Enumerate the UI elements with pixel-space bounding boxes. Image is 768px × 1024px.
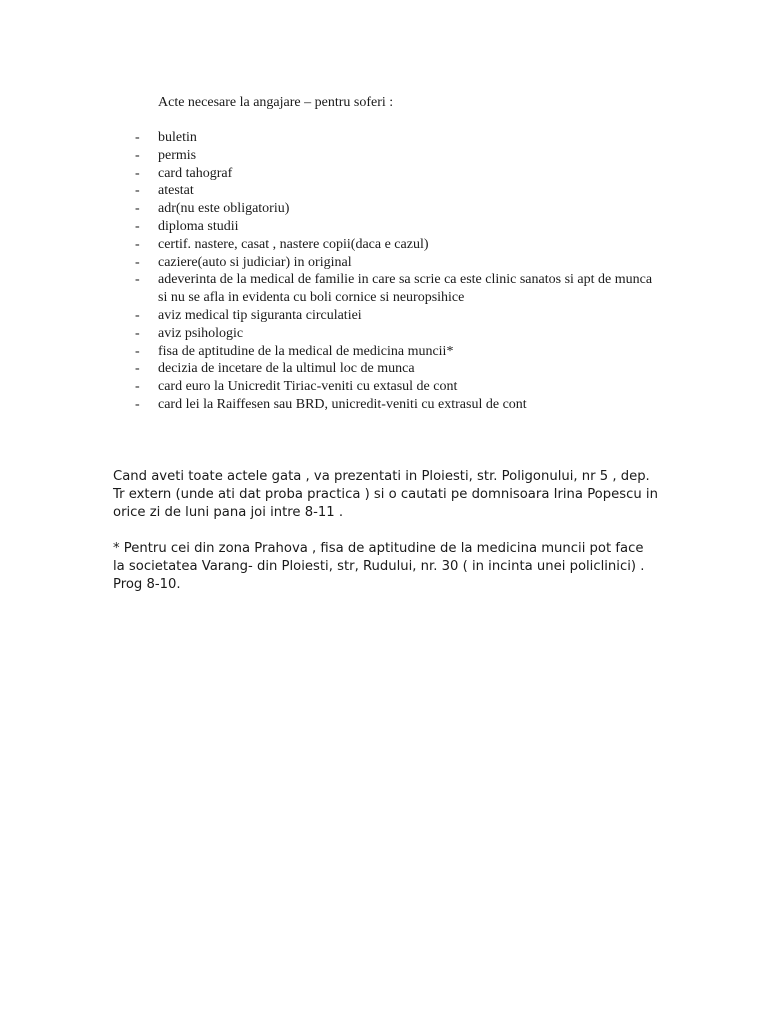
list-item	[0, 396, 768, 414]
list-item	[0, 271, 768, 307]
list-item-text: aviz psihologic	[158, 325, 244, 341]
list-item	[0, 360, 768, 378]
bullet-dash: -	[135, 361, 140, 377]
list-item	[0, 165, 768, 183]
list-item	[0, 307, 768, 325]
footnote-paragraph: * Pentru cei din zona Prahova , fisa de aptitudine de la medicina muncii pot face la societatea Varang- din Ploiesti, str, Rudului, nr. 30 ( in incinta unei policlinici) . Prog 8-10.	[113, 541, 645, 593]
list-item-text: certif. nastere, casat , nastere copii(daca e cazul)	[158, 236, 429, 252]
list-item-text: buletin	[158, 130, 197, 145]
list-item	[0, 218, 768, 236]
bullet-dash: -	[135, 254, 140, 270]
list-item	[0, 378, 768, 396]
list-item-text: atestat	[158, 183, 194, 199]
bullet-dash: -	[135, 201, 140, 217]
list-item-text: card tahograf	[158, 165, 233, 181]
list-item	[0, 343, 768, 361]
list-item	[0, 182, 768, 200]
bullet-dash: -	[135, 343, 140, 359]
list-item-text: adeverinta de la medical de familie in care sa scrie ca este clinic sanatos si apt de munca si nu se afla in evidenta cu boli cornice si neuropsihice	[158, 272, 653, 306]
list-item-text: decizia de incetare de la ultimul loc de munca	[158, 361, 415, 377]
bullet-dash: -	[135, 130, 140, 145]
bullet-dash: -	[135, 272, 140, 288]
bullet-dash: -	[135, 218, 140, 234]
list-item-text: permis	[158, 147, 197, 163]
bullet-dash: -	[135, 183, 140, 199]
list-item	[0, 200, 768, 218]
list-item	[0, 236, 768, 254]
instructions-paragraph: Cand aveti toate actele gata , va prezentati in Ploiesti, str. Poligonului, nr 5 , dep. Tr extern (unde ati dat proba practica ) si o cautati pe domnisoara Irina Popescu in orice zi de luni pana joi intre 8-11 .	[113, 469, 658, 521]
bullet-dash: -	[135, 379, 140, 395]
list-item-text: adr(nu este obligatoriu)	[158, 201, 290, 217]
bullet-dash: -	[135, 307, 140, 323]
list-item-text: aviz medical tip siguranta circulatiei	[158, 307, 362, 323]
bullet-dash: -	[135, 147, 140, 163]
bullet-dash: -	[135, 165, 140, 181]
list-item	[0, 254, 768, 272]
document-title: Acte necesare la angajare – pentru soferi :	[158, 95, 394, 110]
bullet-dash: -	[135, 325, 140, 341]
list-item-text: diploma studii	[158, 218, 239, 234]
list-item	[0, 325, 768, 343]
list-item	[0, 147, 768, 165]
list-item-text: card lei la Raiffesen sau BRD, unicredit-veniti cu extrasul de cont	[158, 396, 527, 412]
list-item-text: caziere(auto si judiciar) in original	[158, 254, 352, 270]
requirements-list	[0, 129, 768, 414]
bullet-dash: -	[135, 236, 140, 252]
list-item-text: card euro la Unicredit Tiriac-veniti cu extasul de cont	[158, 379, 458, 395]
list-item-text: fisa de aptitudine de la medical de medicina muncii*	[158, 343, 454, 359]
bullet-dash: -	[135, 396, 140, 412]
list-item	[0, 129, 768, 147]
